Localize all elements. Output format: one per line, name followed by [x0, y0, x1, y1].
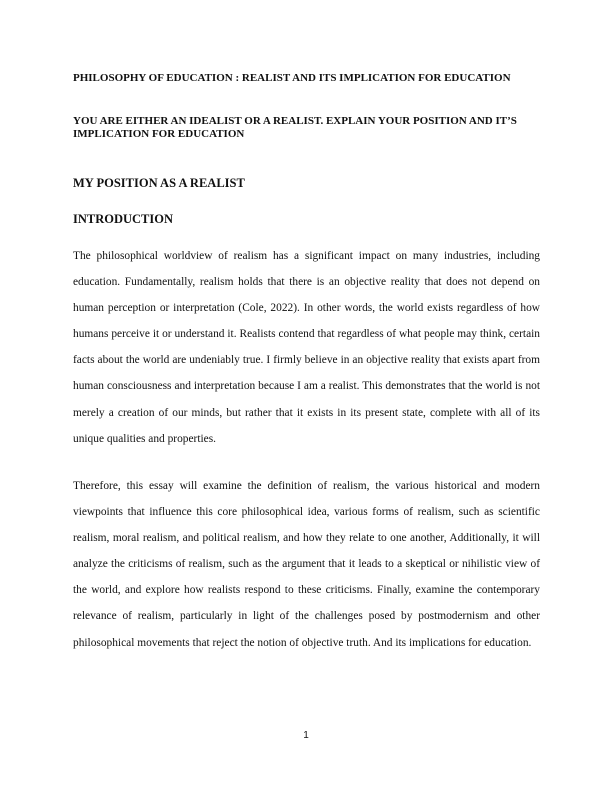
document-title: PHILOSOPHY OF EDUCATION : REALIST AND ITS IMPLICATION FOR EDUCATION — [73, 72, 511, 84]
introduction-heading: INTRODUCTION — [73, 212, 174, 226]
page-number: 1 — [303, 730, 309, 741]
intro-paragraph-1: The philosophical worldview of realism has a significant impact on many industries, including education. Fundamentally, realism holds that there is an objective reality that does not depend on human perception or interpretation (Cole, 2022). In other words, the world exists regardless of how humans perceive it or understand it. Realists contend that regardless of what people may think, certain facts about the world are undeniably true. I firmly believe in an objective reality that exists apart from human consciousness and interpretation because I am a realist. This demonstrates that the world is not merely a creation of our minds, but rather that it exists in its present state, complete with all of its unique qualities and properties. — [73, 250, 540, 445]
intro-paragraph-2: Therefore, this essay will examine the definition of realism, the various historical and modern viewpoints that influence this core philosophical idea, various forms of realism, such as scientific realism, moral realism, and political realism, and how they relate to one another, Additionally, it will analyze the criticisms of realism, such as the argument that it leads to a skeptical or nihilistic view of the world, and explore how realists respond to these criticisms. Finally, examine the contemporary relevance of realism, particularly in light of the challenges posed by postmodernism and other philosophical movements that reject the notion of objective truth. And its implications for education. — [73, 480, 540, 649]
essay-question: YOU ARE EITHER AN IDEALIST OR A REALIST. EXPLAIN YOUR POSITION AND IT’S IMPLICATION FOR EDUCATION — [73, 115, 517, 140]
position-heading: MY POSITION AS A REALIST — [73, 176, 245, 190]
